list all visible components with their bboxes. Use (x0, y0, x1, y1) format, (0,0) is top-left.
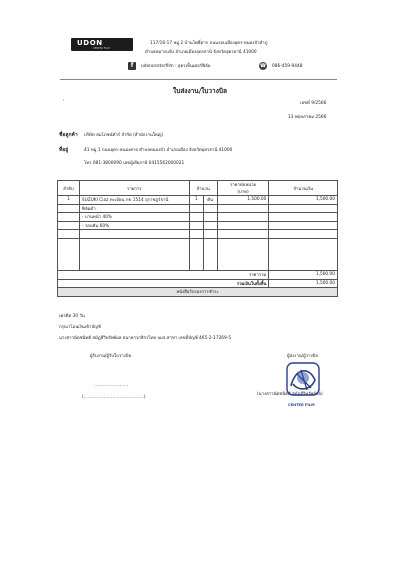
subtotal-row (58, 270, 338, 279)
row-amount (269, 213, 338, 222)
document-title: ใบส่งงาน/ใบวางบิล (173, 87, 227, 95)
row-amount (269, 230, 338, 239)
items-table (57, 180, 338, 297)
row-unit (203, 221, 217, 230)
row-qty (189, 230, 203, 239)
table-row (58, 213, 338, 222)
header-no: ลำดับ (58, 181, 80, 196)
row-item: SUZUKI Ciaz ทะเบียน กข 1514 อุราชฎร์จานี (79, 196, 189, 205)
header-unit-price-line1: ราคาต่อหน่วย (229, 183, 257, 188)
row-price (217, 204, 269, 213)
filler-cell (217, 238, 269, 270)
logo-subtext: CENTER FILM (93, 46, 110, 50)
row-amount (269, 204, 338, 213)
row-unit (203, 230, 217, 239)
row-qty (189, 221, 203, 230)
row-amount: 1,500.00 (269, 196, 338, 205)
company-stamp-seal (281, 360, 325, 406)
logo-text: UDON (77, 39, 103, 47)
sender-name: (นางสาวนัดชนิดศ์ สมัฏสีวิทรัพย์ผล) (257, 392, 323, 397)
table-row (58, 196, 338, 205)
document-date: 13 พฤษภาคม 2566 (288, 115, 327, 120)
row-amount (269, 221, 338, 230)
receiver-dots: …………………… (94, 383, 129, 388)
row-price (217, 213, 269, 222)
row-price (217, 221, 269, 230)
document-number: เลขที่ 9/2566 (300, 101, 327, 106)
row-qty: 1 (189, 196, 203, 205)
row-qty (189, 204, 203, 213)
stray-mark: ' (63, 100, 65, 105)
sender-label: ผู้ส่งงาน/ผู้วางบิล (287, 354, 318, 359)
row-price: 1,500.00 (217, 196, 269, 205)
phone-icon: ☎ (259, 63, 267, 69)
filler-cell (79, 238, 189, 270)
header-unit-price-line2: (บาท) (237, 190, 249, 195)
facebook-name: udoncenterfilm : อุดรเซ็นเตอร์ฟิล์ม (141, 64, 211, 69)
row-unit (203, 213, 217, 222)
table-row (58, 230, 338, 239)
stamp-caption: CENTER FILM (288, 403, 315, 407)
customer-name: บริษัท สมโภชน์ทัวร์ จำกัด (สำนักงานใหญ่) (84, 133, 164, 138)
row-unit: คัน (203, 196, 217, 205)
row-item: - บานหน้า 40% (79, 213, 189, 222)
row-no (58, 204, 80, 213)
subtotal-label: ราคารวม (58, 270, 269, 279)
receiver-name-line: (……………………………………) (82, 395, 146, 400)
row-no (58, 230, 80, 239)
table-row (58, 221, 338, 230)
row-price (217, 230, 269, 239)
row-no: 1 (58, 196, 80, 205)
table-filler-row (58, 238, 338, 270)
customer-contact: โทร 081-3800090 เลขผู้เสียภาษี 0415562000021 (84, 161, 185, 166)
row-item: - รอบคัน 60% (79, 221, 189, 230)
customer-name-label: ชื่อลูกค้า (59, 132, 78, 138)
total-row (58, 279, 338, 288)
row-unit (203, 204, 217, 213)
company-address-line1: 117/16-17 หมู่ 2 บ้านโพธิ์ตาก ถนนรอบเมืองอุดร-หนองบัวลำภู (150, 41, 268, 46)
header-divider (60, 79, 337, 80)
note-band: หนังสือรับรองการชำระ (58, 288, 338, 297)
row-item: ฟิล์มดำ (79, 204, 189, 213)
customer-address-label: ที่อยู่ (59, 147, 69, 153)
total-value: 1,500.00 (269, 279, 338, 288)
header-qty: จำนวน (189, 181, 217, 196)
credit-terms: เครดิต 30 วัน (59, 314, 85, 319)
filler-cell (189, 238, 203, 270)
filler-cell (269, 238, 338, 270)
header-unit-price (217, 181, 269, 196)
company-logo (71, 38, 133, 51)
transfer-intro: กรุณาโอนเงินเข้าบัญชี (59, 325, 101, 330)
bank-info: นางสาวนัดชนิดศ์ สมัฏสีวิทรัพย์ผล ธนาคารกสิกรไทย บมจ.สาขา เลขที่บัญชี 465-2-17269-5 (59, 336, 232, 341)
customer-address: 41 หมู่ 1 ถนนอุดร-หนองคาย ตำบลหนองบัว อำเภอเมือง จังหวัดอุดรธานี 41000 (84, 148, 233, 153)
receiver-label: ผู้รับงาน/ผู้รับใบวางบิล (90, 354, 132, 359)
company-phone: 086-459-9448 (272, 64, 303, 69)
filler-cell (58, 238, 80, 270)
total-label: รวมเงินในทั้งสิ้น (58, 279, 269, 288)
row-qty (189, 213, 203, 222)
header-item: รายการ (79, 181, 189, 196)
subtotal-value: 1,500.00 (269, 270, 338, 279)
filler-cell (203, 238, 217, 270)
row-no (58, 221, 80, 230)
row-no (58, 213, 80, 222)
header-amount: จำนวนเงิน (269, 181, 338, 196)
row-item (79, 230, 189, 239)
note-band-row (58, 288, 338, 297)
table-header-row (58, 181, 338, 196)
company-address-line2: ตำบลหมากแข้ง อำเภอเมืองอุดรธานี จังหวัดอุดรธานี 41000 (145, 50, 257, 55)
facebook-icon: f (128, 62, 136, 70)
table-row (58, 204, 338, 213)
